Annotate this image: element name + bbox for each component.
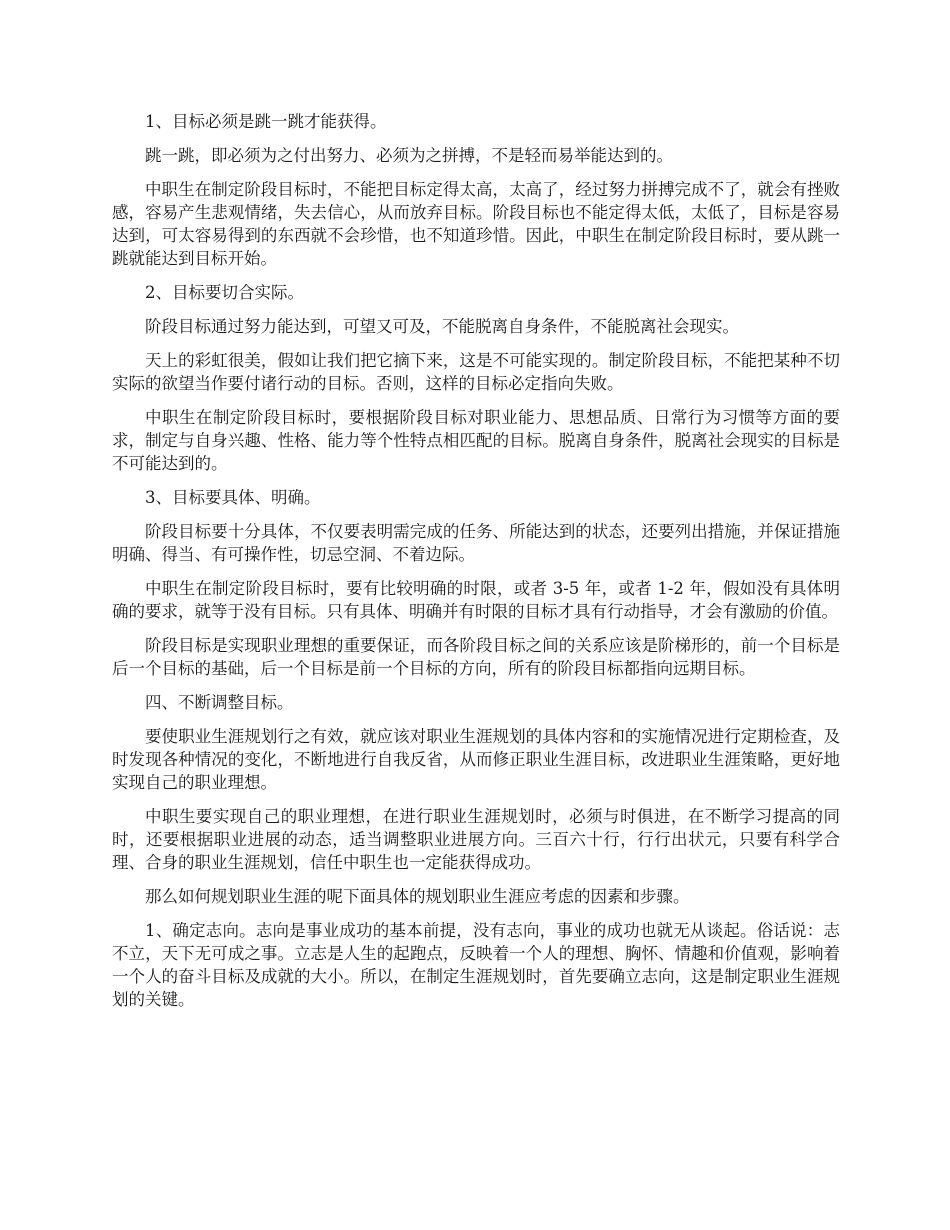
paragraph: 中职生在制定阶段目标时，要根据阶段目标对职业能力、思想品质、日常行为习惯等方面的要求，制定与自身兴趣、性格、能力等个性特点相匹配的目标。脱离自身条件，脱离社会现实的目标是不可能达到的。 <box>112 408 840 473</box>
paragraph: 天上的彩虹很美，假如让我们把它摘下来，这是不可能实现的。制定阶段目标，不能把某种不切实际的欲望当作要付诸行动的目标。否则，这样的目标必定指向失败。 <box>112 351 840 393</box>
paragraph: 中职生要实现自己的职业理想，在进行职业生涯规划时，必须与时俱进，在不断学习提高的同时，还要根据职业进展的动态，适当调整职业进展方向。三百六十行，行行出状元，只要有科学合理、合身的职业生涯规划，信任中职生也一定能获得成功。 <box>112 807 840 872</box>
paragraph: 四、不断调整目标。 <box>145 693 294 712</box>
paragraph: 要使职业生涯规划行之有效，就应该对职业生涯规划的具体内容和的实施情况进行定期检查，及时发现各种情况的变化，不断地进行自我反省，从而修正职业生涯目标，改进职业生涯策略，更好地实现自己的职业理想。 <box>112 727 840 792</box>
paragraph: 3、目标要具体、明确。 <box>145 488 321 507</box>
paragraph: 跳一跳，即必须为之付出努力、必须为之拼搏，不是轻而易举能达到的。 <box>145 146 673 165</box>
paragraph: 阶段目标通过努力能达到，可望又可及，不能脱离自身条件，不能脱离社会现实。 <box>145 317 739 336</box>
paragraph: 2、目标要切合实际。 <box>145 283 304 302</box>
document-body <box>112 110 840 1022</box>
paragraph: 那么如何规划职业生涯的呢下面具体的规划职业生涯应考虑的因素和步骤。 <box>145 887 690 906</box>
paragraph: 中职生在制定阶段目标时，不能把目标定得太高，太高了，经过努力拼搏完成不了，就会有挫败感，容易产生悲观情绪，失去信心，从而放弃目标。阶段目标也不能定得太低，太低了，目标是容易达到，可太容易得到的东西就不会珍惜，也不知道珍惜。因此，中职生在制定阶段目标时，要从跳一跳就能达到目标开始。 <box>112 180 840 268</box>
paragraph: 中职生在制定阶段目标时，要有比较明确的时限，或者 3-5 年，或者 1-2 年，假如没有具体明确的要求，就等于没有目标。只有具体、明确并有时限的目标才具有行动指导，才会有激励的价值。 <box>112 579 840 621</box>
paragraph: 阶段目标要十分具体，不仅要表明需完成的任务、所能达到的状态，还要列出措施，并保证措施明确、得当、有可操作性，切忌空洞、不着边际。 <box>112 522 840 564</box>
paragraph: 1、确定志向。志向是事业成功的基本前提，没有志向，事业的成功也就无从谈起。俗话说：志不立，天下无可成之事。立志是人生的起跑点，反映着一个人的理想、胸怀、情趣和价值观，影响着一个人的奋斗目标及成就的大小。所以，在制定生涯规划时，首先要确立志向，这是制定职业生涯规划的关键。 <box>112 921 840 1009</box>
paragraph: 1、目标必须是跳一跳才能获得。 <box>145 112 387 131</box>
paragraph: 阶段目标是实现职业理想的重要保证，而各阶段目标之间的关系应该是阶梯形的，前一个目标是后一个目标的基础，后一个目标是前一个目标的方向，所有的阶段目标都指向远期目标。 <box>112 636 840 678</box>
